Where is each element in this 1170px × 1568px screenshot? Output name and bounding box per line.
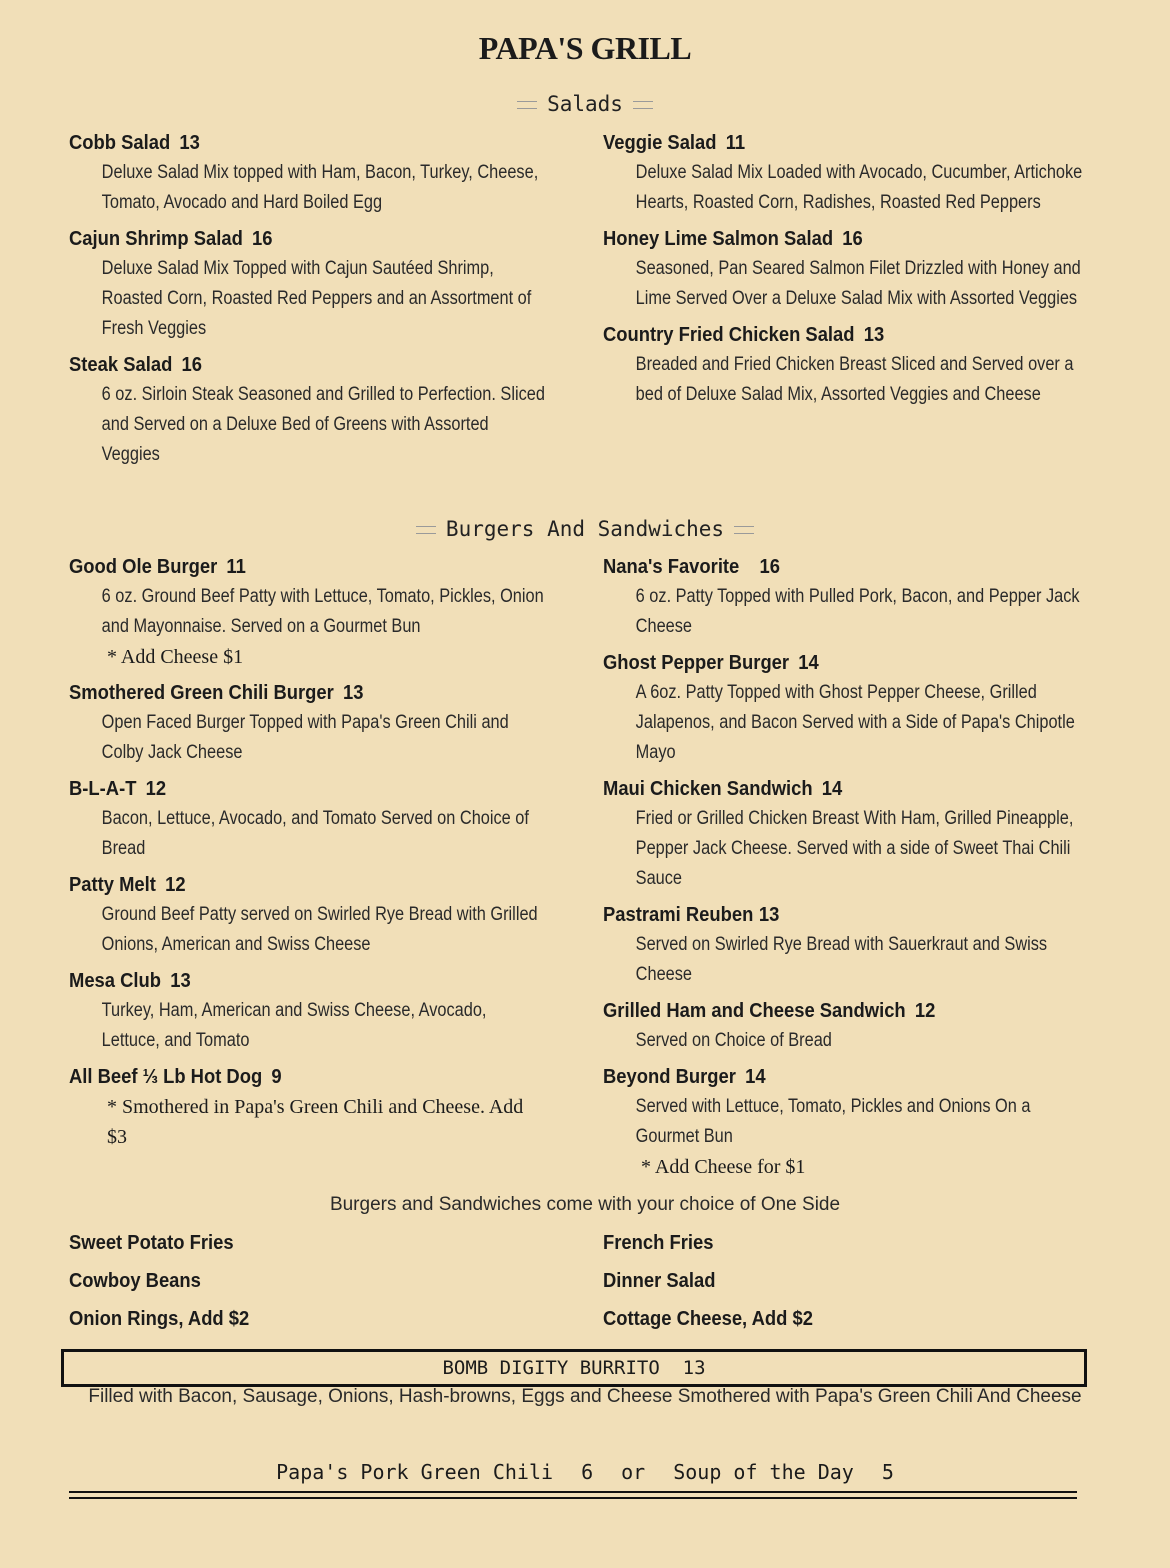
menu-item (69, 774, 549, 864)
side-item: Cottage Cheese, Add $2 (603, 1308, 813, 1330)
item-name: All Beef ⅓ Lb Hot Dog 9 (69, 1066, 282, 1088)
heading-rule-left (416, 526, 436, 534)
burrito-banner (61, 1349, 1087, 1387)
item-description: Served with Lettuce, Tomato, Pickles and Onions On a Gourmet Bun (635, 1096, 1031, 1147)
menu-item (69, 224, 549, 344)
double-rule-divider (69, 1491, 1077, 1499)
burgers-right-column (603, 552, 1083, 1188)
item-name: Honey Lime Salmon Salad 16 (603, 228, 863, 250)
burrito-name: BOMB DIGITY BURRITO (442, 1357, 660, 1379)
menu-item (69, 1062, 549, 1152)
item-price: 12 (145, 778, 167, 800)
side-item: Cowboy Beans (69, 1270, 201, 1292)
item-name: Veggie Salad 11 (603, 132, 746, 154)
item-description: Fried or Grilled Chicken Breast With Ham, Grilled Pineapple, Pepper Jack Cheese. Served with a side of Sweet Thai Chili Sauce (635, 808, 1074, 889)
item-price: 16 (252, 228, 273, 250)
salads-left-column (69, 128, 549, 476)
item-price: 14 (745, 1066, 766, 1088)
menu-item (603, 648, 1083, 768)
menu-item (69, 966, 549, 1056)
item-description: Served on Swirled Rye Bread with Sauerkraut and Swiss Cheese (635, 934, 1048, 985)
item-price: 11 (725, 132, 746, 154)
menu-item (69, 678, 549, 768)
menu-item (603, 320, 1083, 410)
menu-item (69, 870, 549, 960)
menu-item (603, 224, 1083, 314)
heading-rule-right (734, 526, 754, 534)
item-name: Nana's Favorite 16 (603, 556, 781, 578)
item-name: Good Ole Burger 11 (69, 556, 246, 578)
item-description: 6 oz. Sirloin Steak Seasoned and Grilled to Perfection. Sliced and Served on a Deluxe Bed of Greens with Assorted Veggies (101, 384, 545, 465)
menu-item (603, 900, 1083, 990)
side-item: Onion Rings, Add $2 (69, 1308, 250, 1330)
item-description: Bacon, Lettuce, Avocado, and Tomato Served on Choice of Bread (101, 808, 529, 859)
item-description: Deluxe Salad Mix topped with Ham, Bacon, Turkey, Cheese, Tomato, Avocado and Hard Boiled Egg (101, 162, 539, 213)
item-name: B-L-A-T 12 (69, 778, 167, 800)
item-name: Cajun Shrimp Salad 16 (69, 228, 273, 250)
salads-heading (0, 92, 1170, 116)
item-name: Steak Salad 16 (69, 354, 202, 376)
item-name: Pastrami Reuben 13 (603, 904, 780, 926)
side-item: French Fries (603, 1232, 714, 1254)
chili-price: 6 (581, 1460, 594, 1484)
item-description: Ground Beef Patty served on Swirled Rye Bread with Grilled Onions, American and Swiss Cheese (101, 904, 538, 955)
item-price: 9 (271, 1066, 282, 1088)
item-description: Served on Choice of Bread (635, 1030, 832, 1051)
item-name: Maui Chicken Sandwich 14 (603, 778, 843, 800)
menu-item (69, 552, 549, 672)
item-description: A 6oz. Patty Topped with Ghost Pepper Cheese, Grilled Jalapenos, and Bacon Served with a Side of Papa's Chipotle Mayo (635, 682, 1075, 763)
menu-item (603, 552, 1083, 642)
item-description: Deluxe Salad Mix Topped with Cajun Sautéed Shrimp, Roasted Corn, Roasted Red Peppers and an Assortment of Fresh Veggies (101, 258, 532, 339)
burgers-left-column (69, 552, 549, 1158)
item-price: 16 (842, 228, 863, 250)
burrito-description: Filled with Bacon, Sausage, Onions, Hash-browns, Eggs and Cheese Smothered with Papa's Green Chili And Cheese (88, 1386, 1082, 1407)
chili-name: Papa's Pork Green Chili (276, 1460, 554, 1484)
item-description: Open Faced Burger Topped with Papa's Green Chili and Colby Jack Cheese (101, 712, 509, 763)
item-note: * Smothered in Papa's Green Chili and Cheese. Add $3 (107, 1096, 524, 1148)
item-name: Patty Melt 12 (69, 874, 186, 896)
item-description: 6 oz. Patty Topped with Pulled Pork, Bacon, and Pepper Jack Cheese (635, 586, 1080, 637)
item-price: 16 (181, 354, 202, 376)
item-description: Turkey, Ham, American and Swiss Cheese, Avocado, Lettuce, and Tomato (101, 1000, 487, 1051)
item-note: * Add Cheese $1 (107, 646, 244, 668)
sides-note: Burgers and Sandwiches come with your choice of One Side (329, 1194, 841, 1215)
salads-heading-text: Salads (547, 92, 623, 116)
item-name: Cobb Salad 13 (69, 132, 200, 154)
item-name: Mesa Club 13 (69, 970, 191, 992)
item-price: 16 (759, 556, 781, 578)
item-price: 13 (343, 682, 364, 704)
burgers-heading (0, 517, 1170, 541)
menu-item (603, 996, 1083, 1056)
item-price: 12 (914, 1000, 936, 1022)
soup-line (0, 1460, 1170, 1484)
soup-name: Soup of the Day (673, 1460, 854, 1484)
item-price: 12 (165, 874, 186, 896)
item-price: 13 (170, 970, 191, 992)
item-name: Ghost Pepper Burger 14 (603, 652, 819, 674)
or-text: or (621, 1460, 646, 1484)
side-item: Sweet Potato Fries (69, 1232, 234, 1254)
item-name: Beyond Burger 14 (603, 1066, 766, 1088)
heading-rule-left (517, 101, 537, 109)
item-description: Breaded and Fried Chicken Breast Sliced and Served over a bed of Deluxe Salad Mix, Assorted Veggies and Cheese (635, 354, 1074, 405)
item-price: 14 (798, 652, 819, 674)
item-description: Deluxe Salad Mix Loaded with Avocado, Cucumber, Artichoke Hearts, Roasted Corn, Radishes, Roasted Red Peppers (635, 162, 1083, 213)
item-price: 13 (758, 904, 780, 926)
heading-rule-right (633, 101, 653, 109)
item-price: 13 (863, 324, 885, 346)
menu-item (603, 128, 1083, 218)
menu-item (603, 1062, 1083, 1182)
item-price: 13 (179, 132, 200, 154)
menu-item (603, 774, 1083, 894)
item-price: 11 (226, 556, 246, 578)
item-note: * Add Cheese for $1 (641, 1156, 806, 1178)
item-name: Smothered Green Chili Burger 13 (69, 682, 364, 704)
item-name: Grilled Ham and Cheese Sandwich 12 (603, 1000, 936, 1022)
burrito-price: 13 (682, 1357, 706, 1379)
salads-right-column (603, 128, 1083, 416)
item-price: 14 (821, 778, 843, 800)
restaurant-title: PAPA'S GRILL (478, 30, 692, 66)
soup-price: 5 (881, 1460, 894, 1484)
menu-item (69, 350, 549, 470)
burgers-heading-text: Burgers And Sandwiches (445, 517, 725, 541)
item-name: Country Fried Chicken Salad 13 (603, 324, 885, 346)
side-item: Dinner Salad (603, 1270, 716, 1292)
item-description: 6 oz. Ground Beef Patty with Lettuce, Tomato, Pickles, Onion and Mayonnaise. Served on a Gourmet Bun (101, 586, 544, 637)
menu-item (69, 128, 549, 218)
item-description: Seasoned, Pan Seared Salmon Filet Drizzled with Honey and Lime Served Over a Deluxe Salad Mix with Assorted Veggies (635, 258, 1081, 309)
